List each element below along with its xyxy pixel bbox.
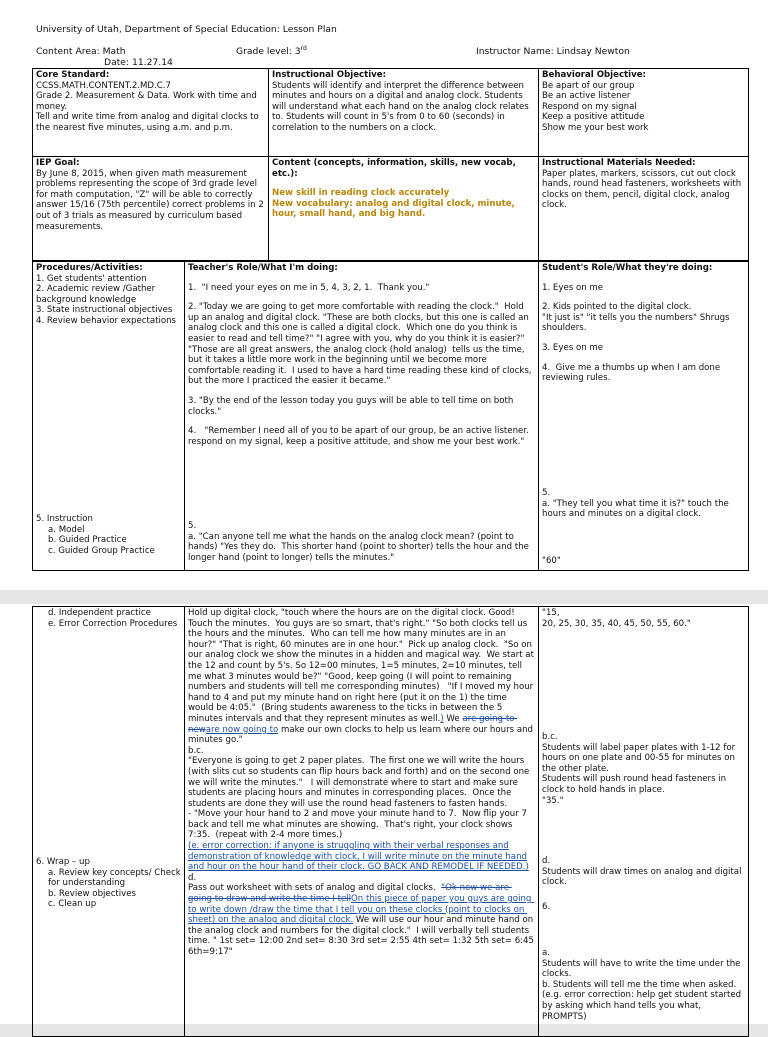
teacher-role-cell-continued [185, 607, 539, 1037]
wrap-up-label: 6. Wrap – up [36, 857, 90, 867]
procedure-item: 4. Review behavior expectations [36, 315, 177, 326]
page-2 [0, 604, 768, 1024]
lesson-plan-table-top [32, 68, 749, 261]
procedure-sub: e. Error Correction Procedures [48, 618, 178, 629]
teacher-independent-text: d. Pass out worksheet with sets of analog and digital clocks. "Ok now we are going to draw and write the time I tellOn this piece of paper you guys are going to write down /draw the time that I tell you on these clocks (point to clocks on sheet) on the analog and digital clock. We will use our hour and minute hand on the analog clock and numbers for the digital clock." I will verbally tell students time. " 1st set= 12:00 2nd set= 8:30 3rd set= 2:55 4th set= 1:32 5th set= 6:45 6th=9:17" [188, 872, 537, 957]
student-independent-text: d. Students will draw times on analog and digital clock. [542, 856, 742, 888]
behavioral-objective-heading: Behavioral Objective: [542, 70, 646, 80]
new-skill: New skill in reading clock accurately [272, 188, 450, 199]
student-step-1: 1. Eyes on me [542, 282, 604, 293]
behavior-item: Be an active listener [542, 91, 631, 102]
procedure-item: 3. State instructional objectives [36, 305, 173, 316]
wrap-up-sub: a. Review key concepts/ Check for understanding [48, 867, 181, 889]
core-standard-heading: Core Standard: [36, 70, 110, 80]
behavior-item: Be apart of our group [542, 80, 635, 91]
student-guided-text: b.c. Students will label paper plates with 1-12 for hours on one plate and 00-55 for minutes on the other plate. Students will push round head fasteners in clock to hold hands in place. "35." [542, 732, 736, 806]
student-role-cell-continued [539, 607, 749, 1037]
procedure-sub: d. Independent practice [48, 608, 151, 618]
materials-body: Paper plates, markers, scissors, cut out clock hands, round head fasteners, worksheets with clocks on them, pencil, digital clock, analog clock. [542, 168, 742, 211]
core-standard-body: CCSS.MATH.CONTENT.2.MD.C.7 Grade 2. Measurement & Data. Work with time and money. Tell and write time from analog and digital clocks to the nearest five minutes, using a.m. and p.m. [36, 80, 259, 133]
procedure-item: 1. Get students' attention [36, 273, 147, 284]
behavior-item: Show me your best work [542, 122, 649, 133]
content-heading: Content (concepts, information, skills, new vocab, etc.): [272, 158, 516, 179]
new-vocabulary: New vocabulary: analog and digital clock, minute, hour, small hand, and big hand. [272, 198, 515, 220]
lesson-date: Date: 11.27.14 [104, 57, 173, 68]
student-role-cell [539, 262, 749, 571]
instructional-objective-body: Students will identify and interpret the difference between minutes and hours on a digital and analog clock. Students will understand what each hand on the analog clock relates to. Students will count in 5's from 0 to 60 (seconds) in correlation to the numbers on a clock. [272, 80, 529, 133]
student-step-4: 4. Give me a thumbs up when I am done reviewing rules. [542, 362, 723, 384]
teacher-step-3: 3. "By the end of the lesson today you guys will be able to tell time on both clocks." [188, 395, 517, 417]
student-wrap-number: 6. [542, 902, 551, 912]
lesson-plan-table-procedures [32, 261, 749, 571]
instructor-name: Instructor Name: Lindsay Newton [476, 46, 630, 57]
teacher-step-1: 1. "I need your eyes on me in 5, 4, 3, 2, 1. Thank you." [188, 282, 430, 293]
lesson-plan-table-continued [32, 606, 749, 1037]
behavioral-objective-cell [539, 69, 749, 157]
teacher-step-4: 4. "Remember I need all of you to be apart of our group, be an active listener. respond on my signal, keep a positive attitude, and show me your best work." [188, 426, 535, 447]
instruction-sub: c. Guided Group Practice [48, 545, 155, 556]
student-step-2: 2. Kids pointed to the digital clock. "It just is" "it tells you the numbers" Shrugs shoulders. [542, 302, 730, 334]
iep-goal-body: By June 8, 2015, when given math measurement problems representing the scope of 3rd grade level for math computation, "Z" will be able to correctly answer 15/16 (75th percentile) correct problems in 2 out of 3 trials as measured by curriculum based measurements. [36, 168, 264, 232]
instruction-sub: b. Guided Practice [48, 535, 127, 546]
core-standard-cell [33, 69, 269, 157]
teacher-role-heading: Teacher's Role/What I'm doing: [188, 263, 338, 273]
instruction-sub: a. Model [48, 524, 85, 535]
procedures-cell-continued [33, 607, 185, 1037]
teacher-guided-text: b.c. "Everyone is going to get 2 paper plates. The first one we will write the hours (with slits cut so students can flip hours back and forth) and on the second one we will write the minutes." I will demonstrate where to start and make sure students are placing hours and minutes in corresponding places. Once the students are done they will use the round head fasteners to fasten hands. - "Move your hour hand to 2 and move your minute hand to 7. Now flip your 7 back and tell me what minutes are showing. That's right, your clock shows 7:35. (repeat with 2-4 more times.) [188, 745, 530, 841]
student-wrap-text: a. Students will have to write the time under the clocks. b. Students will tell me the time when asked. (e.g. error correction: help get student started by asking which hand tells you what, PROMPTS) [542, 948, 742, 1022]
error-correction-note: (e. error correction: if anyone is struggling with their verbal responses and demonstration of knowledge with clock, I will write minute on the minute hand and hour on the hour hand of their clock. GO BACK AND REMODEL IF NEEDED.) [188, 841, 529, 873]
wrap-up-sub: c. Clean up [48, 899, 97, 910]
student-step-3: 3. Eyes on me [542, 342, 604, 353]
teacher-role-cell [185, 262, 539, 571]
iep-goal-cell [33, 157, 269, 261]
teacher-step-5: 5. a. "Can anyone tell me what the hands on the analog clock mean? (point to hands) "Yes they do. This shorter hand (point to shorter) tells the hour and the longer hand (point to longer) tells the minutes." [188, 521, 529, 563]
behavior-item: Keep a positive attitude [542, 112, 645, 123]
materials-heading: Instructional Materials Needed: [542, 158, 696, 168]
teacher-model-text: Hold up digital clock, "touch where the hours are on the digital clock. Good! Touch the minutes. You guys are so smart, that's right." "So both clocks tell us the hours and the minutes. Who can tell me how many minutes are in an hour?" "That is right, 60 minutes are in one hour." Pick up analog clock. "So on our analog clock we show the minutes in a hidden and magical way. We start at the 12 and count by 5's. So 12=00 minutes, 1=5 minutes, 2=10 minutes, tell me what 3 minutes would be?" "Good, keep going (I will point to remaining numbers and students will tell me corresponding minutes) "If I moved my hour hand to 4 and put my minute hand on right here (put it on the 1) the time would be 4:05." (Bring students awareness to the ticks in between the 5 minutes intervals and that they represent minutes as well.) We are going to neware now going to make our own clocks to help us learn where our hours and minutes go." [188, 608, 537, 746]
student-sixty: "60" [542, 556, 561, 566]
wrap-up-sub: b. Review objectives [48, 888, 137, 899]
procedures-cell [33, 262, 185, 571]
student-step-5: 5. a. "They tell you what time it is?" touch the hours and minutes on a digital clock. [542, 488, 729, 520]
content-area: Content Area: Math [36, 46, 126, 57]
student-role-heading: Student's Role/What they're doing: [542, 263, 713, 273]
plan-title: University of Utah, Department of Special Education: Lesson Plan [36, 24, 337, 35]
procedure-item: 2. Academic review /Gather background knowledge [36, 284, 156, 305]
student-counting-text: "15, 20, 25, 30, 35, 40, 45, 50, 55, 60." [542, 608, 691, 629]
behavior-item: Respond on my signal [542, 101, 637, 112]
iep-goal-heading: IEP Goal: [36, 158, 80, 168]
grade-level: Grade level: 3rd [236, 44, 307, 57]
procedures-heading: Procedures/Activities: [36, 263, 143, 273]
instructional-objective-heading: Instructional Objective: [272, 70, 387, 80]
materials-cell [539, 157, 749, 261]
instructional-objective-cell [269, 69, 539, 157]
content-cell [269, 157, 539, 261]
instruction-label: 5. Instruction [36, 514, 93, 524]
teacher-step-2: 2. "Today we are going to get more comfortable with reading the clock." Hold up an analog and digital clock. "These are both clocks, but this one is called an analog clock and this one is called a digital clock. Which one do you think is easier to read and tell time?" "I agree with you, why do you think it is easier?" "Those are all great answers, the analog clock (hold analog) tells us the time, but it takes a little more work in the beginning until we become more comfortable reading it. I used to have a hard time reading these kind of clocks, but the more I practiced the easier it became." [188, 302, 535, 387]
